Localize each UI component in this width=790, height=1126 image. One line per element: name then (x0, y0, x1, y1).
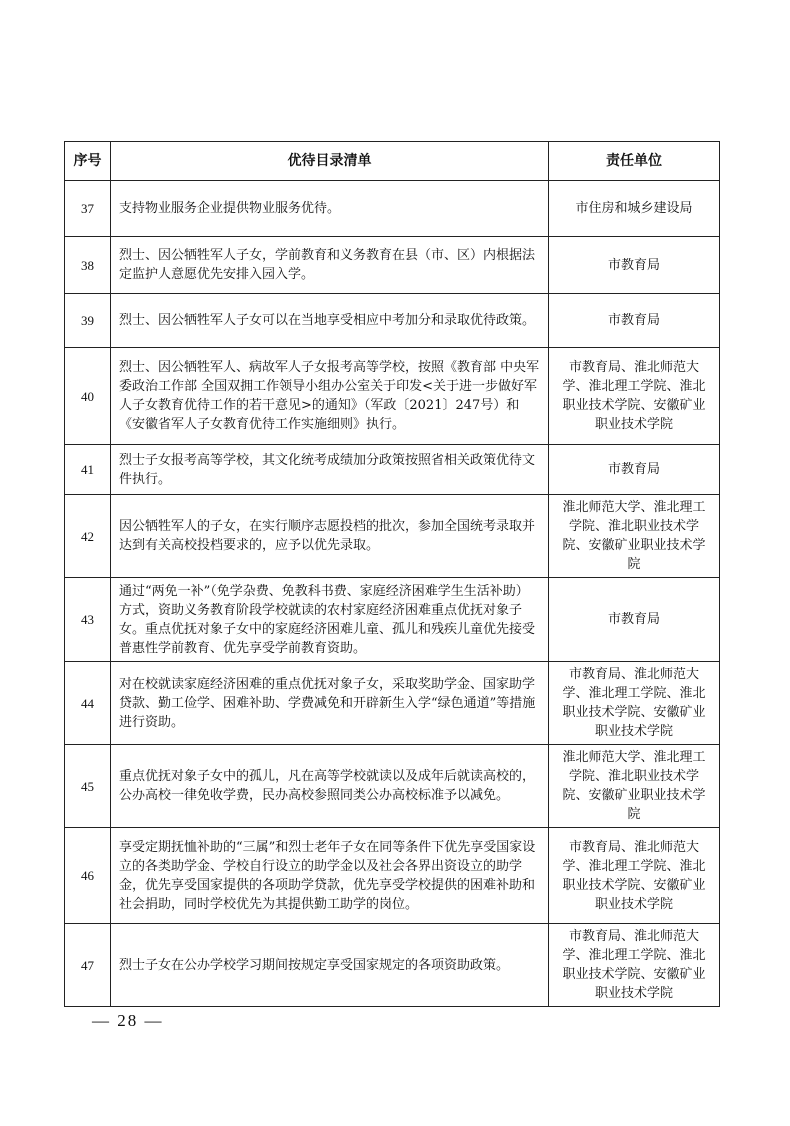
row-unit: 淮北师范大学、淮北理工学院、淮北职业技术学院、安徽矿业职业技术学院 (549, 495, 720, 578)
row-item: 烈士子女报考高等学校，其文化统考成绩加分政策按照省相关政策优待文件执行。 (111, 445, 549, 495)
row-number: 39 (65, 294, 111, 348)
row-number: 44 (65, 662, 111, 745)
row-unit: 市教育局、淮北师范大学、淮北理工学院、淮北职业技术学院、安徽矿业职业技术学院 (549, 348, 720, 445)
table-row (65, 348, 720, 445)
table-row (65, 578, 720, 662)
row-item: 烈士、因公牺牲军人子女，学前教育和义务教育在县（市、区）内根据法定监护人意愿优先安排入园入学。 (111, 237, 549, 294)
table-row (65, 181, 720, 237)
row-item: 烈士、因公牺牲军人子女可以在当地享受相应中考加分和录取优待政策。 (111, 294, 549, 348)
table-row (65, 828, 720, 924)
row-number: 37 (65, 181, 111, 237)
table-row (65, 662, 720, 745)
row-item: 通过“两免一补”（免学杂费、免教科书费、家庭经济困难学生生活补助）方式，资助义务教育阶段学校就读的农村家庭经济困难重点优抚对象子女。重点优抚对象子女中的家庭经济困难儿童、孤儿和残疾儿童优先接受普惠性学前教育、优先享受学前教育资助。 (111, 578, 549, 662)
row-item: 享受定期抚恤补助的“三属”和烈士老年子女在同等条件下优先享受国家设立的各类助学金、学校自行设立的助学金以及社会各界出资设立的助学金，优先享受国家提供的各项助学贷款，优先享受学校提供的困难补助和社会捐助，同时学校优先为其提供勤工助学的岗位。 (111, 828, 549, 924)
row-unit: 淮北师范大学、淮北理工学院、淮北职业技术学院、安徽矿业职业技术学院 (549, 745, 720, 828)
table-row (65, 445, 720, 495)
table-row (65, 237, 720, 294)
page-number: — 28 — (92, 1011, 164, 1030)
row-unit: 市教育局、淮北师范大学、淮北理工学院、淮北职业技术学院、安徽矿业职业技术学院 (549, 924, 720, 1007)
table-row (65, 495, 720, 578)
header-unit: 责任单位 (549, 142, 720, 181)
row-number: 45 (65, 745, 111, 828)
row-item: 烈士子女在公办学校学习期间按规定享受国家规定的各项资助政策。 (111, 924, 549, 1007)
row-unit: 市教育局 (549, 237, 720, 294)
row-number: 46 (65, 828, 111, 924)
row-unit: 市教育局 (549, 294, 720, 348)
table-header-row (65, 142, 720, 181)
row-number: 41 (65, 445, 111, 495)
row-item: 重点优抚对象子女中的孤儿，凡在高等学校就读以及成年后就读高校的，公办高校一律免收学费，民办高校参照同类公办高校标准予以减免。 (111, 745, 549, 828)
table-row (65, 294, 720, 348)
row-unit: 市教育局 (549, 578, 720, 662)
row-number: 42 (65, 495, 111, 578)
row-unit: 市教育局、淮北师范大学、淮北理工学院、淮北职业技术学院、安徽矿业职业技术学院 (549, 662, 720, 745)
row-unit: 市教育局 (549, 445, 720, 495)
row-number: 43 (65, 578, 111, 662)
row-item: 烈士、因公牺牲军人、病故军人子女报考高等学校，按照《教育部 中央军委政治工作部 全国双拥工作领导小组办公室关于印发<关于进一步做好军人子女教育优待工作的若干意见>的通知》（军政〔2021〕247号）和《安徽省军人子女教育优待工作实施细则》执行。 (111, 348, 549, 445)
row-unit: 市教育局、淮北师范大学、淮北理工学院、淮北职业技术学院、安徽矿业职业技术学院 (549, 828, 720, 924)
row-item: 支持物业服务企业提供物业服务优待。 (111, 181, 549, 237)
header-item: 优待目录清单 (111, 142, 549, 181)
table-row (65, 924, 720, 1007)
row-item: 对在校就读家庭经济困难的重点优抚对象子女，采取奖助学金、国家助学贷款、勤工俭学、困难补助、学费减免和开辟新生入学“绿色通道”等措施进行资助。 (111, 662, 549, 745)
row-number: 40 (65, 348, 111, 445)
row-item: 因公牺牲军人的子女，在实行顺序志愿投档的批次，参加全国统考录取并达到有关高校投档要求的，应予以优先录取。 (111, 495, 549, 578)
table-row (65, 745, 720, 828)
row-unit: 市住房和城乡建设局 (549, 181, 720, 237)
row-number: 38 (65, 237, 111, 294)
row-number: 47 (65, 924, 111, 1007)
header-serial: 序号 (65, 142, 111, 181)
preferential-list-table (64, 141, 720, 1007)
